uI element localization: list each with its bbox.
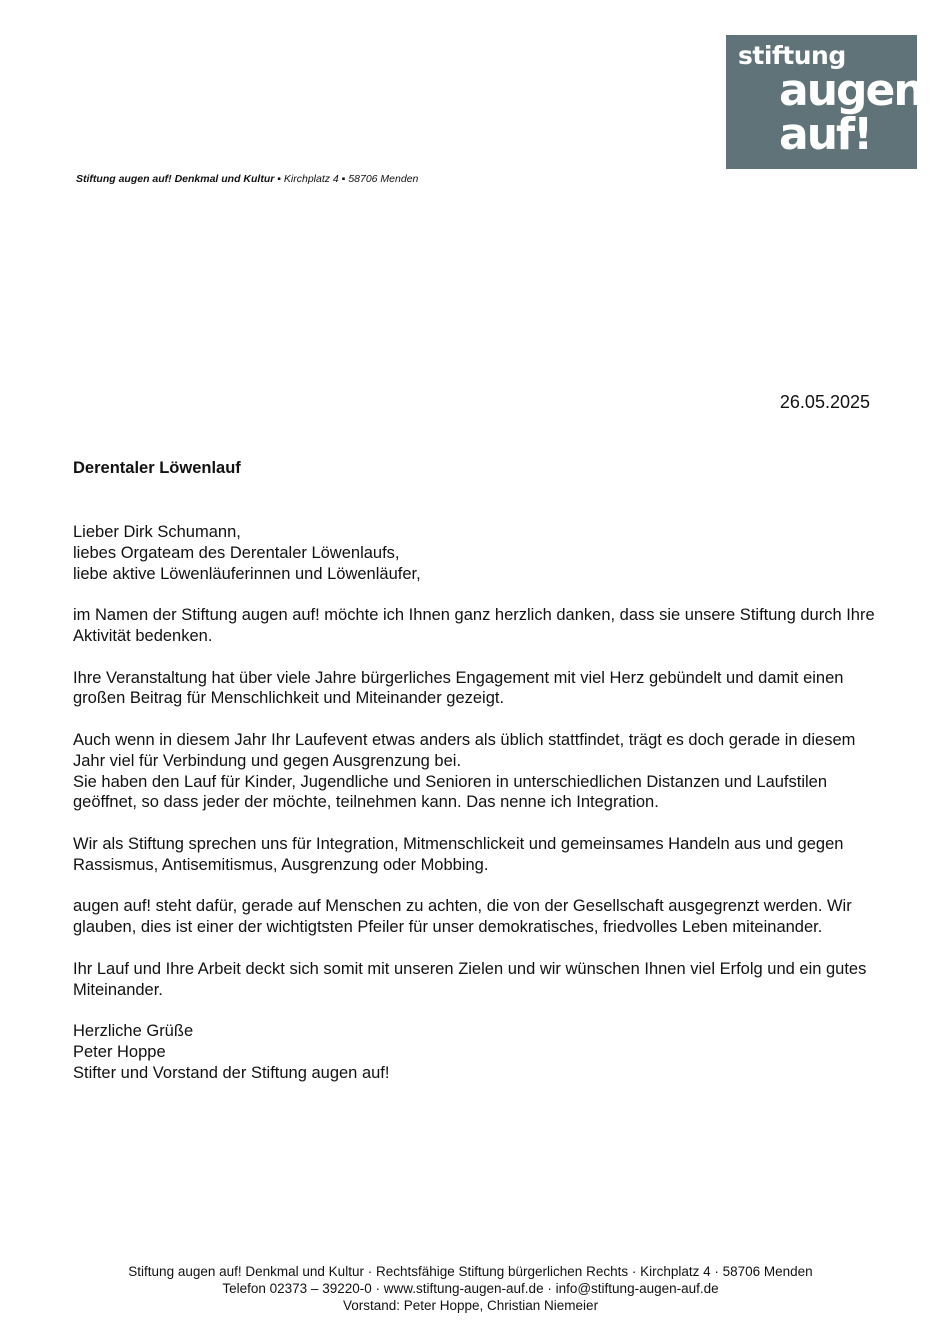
footer-line-contact: Telefon 02373 – 39220-0 · www.stiftung-augen-auf.de · info@stiftung-augen-auf.de (222, 1281, 719, 1296)
paragraph: im Namen der Stiftung augen auf! möchte ich Ihnen ganz herzlich danken, dass sie unsere Stiftung durch Ihre Aktivität bedenken. (73, 606, 875, 645)
salutation-line: liebe aktive Löwenläuferinnen und Löwenläufer, (73, 564, 421, 583)
paragraph-line: Sie haben den Lauf für Kinder, Jugendliche und Senioren in unterschiedlichen Distanzen und Laufstilen geöffnet, so dass jeder der möchte, teilnehmen kann. Das nenne ich Integration. (73, 772, 828, 812)
sender-city: 58706 Menden (348, 173, 419, 185)
closing-block (73, 1021, 883, 1083)
letter-body (73, 522, 883, 1104)
paragraph: Ihr Lauf und Ihre Arbeit deckt sich somit mit unseren Zielen und wir wünschen Ihnen viel Erfolg und ein gutes Miteinander. (73, 959, 867, 999)
logo-line-stiftung: stiftung (738, 41, 846, 70)
signatory-name: Peter Hoppe (73, 1042, 166, 1061)
separator: ▪ (274, 173, 284, 185)
paragraph: Wir als Stiftung sprechen uns für Integration, Mitmenschlickeit und gemeinsames Handeln aus und gegen Rassismus, Antisemitismus, Ausgrenzung oder Mobbing. (73, 834, 844, 874)
closing-greeting: Herzliche Grüße (73, 1022, 194, 1041)
footer-line-board: Vorstand: Peter Hoppe, Christian Niemeier (342, 1298, 599, 1313)
sender-address-line (76, 173, 418, 185)
salutation-line: liebes Orgateam des Derentaler Löwenlaufs, (73, 543, 400, 562)
footer-line-org: Stiftung augen auf! Denkmal und Kultur · Rechtsfähige Stiftung bürgerlichen Rechts · Kirchplatz 4 · 58706 Menden (128, 1264, 813, 1279)
logo-line-augen: augen (779, 65, 923, 116)
foundation-logo (726, 35, 923, 169)
signatory-title: Stifter und Vorstand der Stiftung augen auf! (73, 1063, 390, 1082)
letter-footer (0, 1263, 941, 1314)
letter-date: 26.05.2025 (779, 392, 870, 412)
paragraph: augen auf! steht dafür, gerade auf Menschen zu achten, die von der Gesellschaft ausgegrenzt werden. Wir glauben, dies ist einer der wichtigtsten Pfeiler für unser demokratisches, friedvolles Leben miteinander. (73, 897, 852, 937)
separator: ▪ (338, 173, 349, 185)
paragraph-group (73, 730, 883, 813)
sender-street: Kirchplatz 4 (283, 173, 339, 185)
logo-line-auf: auf! (779, 109, 872, 160)
salutation-line: Lieber Dirk Schumann, (73, 523, 241, 541)
salutation-block (73, 522, 883, 584)
sender-org: Stiftung augen auf! Denkmal und Kultur (76, 173, 275, 185)
paragraph-line: Auch wenn in diesem Jahr Ihr Laufevent etwas anders als üblich stattfindet, trägt es doch gerade in diesem Jahr viel für Verbindung und gegen Ausgrenzung bei. (73, 730, 856, 770)
letter-subject: Derentaler Löwenlauf (73, 459, 241, 477)
paragraph: Ihre Veranstaltung hat über viele Jahre bürgerliches Engagement mit viel Herz gebündelt und damit einen großen Beitrag für Menschlichkeit und Miteinander gezeigt. (73, 668, 844, 708)
